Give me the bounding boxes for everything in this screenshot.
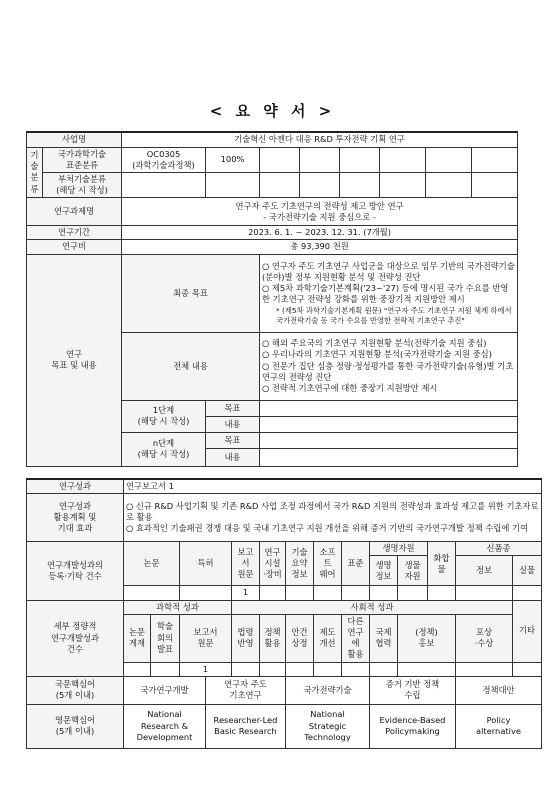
soc-header: 법령 반영 (232, 614, 260, 662)
soc-header: 안건 상정 (286, 614, 314, 662)
dev-value (456, 586, 513, 600)
new-variety-header: 정보 (456, 556, 513, 586)
new-variety-label: 신품종 (456, 542, 542, 556)
policy-value (260, 662, 286, 676)
soc-header: 제도 개선 (314, 614, 342, 662)
policy-value (456, 662, 513, 676)
policy-value (370, 662, 398, 676)
stagen-detail-label: 내용 (206, 448, 260, 466)
dev-header: 표준 (342, 542, 370, 586)
project-name-label: 사업명 (27, 132, 122, 147)
dev-value (260, 586, 286, 600)
task-name: 연구자 주도 기초연구의 전략성 제고 방안 연구 - 국가전략기술 지원 중심으로 - (122, 198, 518, 226)
chem-label: 화합물 (428, 542, 456, 586)
new-variety-header: 실물 (513, 556, 542, 586)
dev-value (398, 586, 428, 600)
dev-value (286, 586, 314, 600)
kw-en: Researcher-Led Basic Research (206, 704, 286, 748)
soc-header: 국제 협력 (370, 614, 398, 662)
use-plan: ○ 신규 R&D 사업기획 및 기존 R&D 사업 조정 과정에서 국가 R&D 지원의 전략성과 효과성 제고를 위한 기초자료로 활용 ○ 효과적인 기술패권 경쟁 대응 및 국내 기초연구 지원 개선을 위해 증거 기반의 국가연구개발 정책 수립에 기여 (124, 494, 542, 542)
kw-en: Evidence-Based Policymaking (370, 704, 456, 748)
use-plan-label: 연구성과 활용계획 및 기대 효과 (27, 494, 124, 542)
dev-value: 1 (232, 586, 260, 600)
dev-value (342, 586, 370, 600)
content: ○ 해외 주요국의 기초연구 지원현황 분석(전략기술 지원 중심) ○ 우리나라의 기초연구 지원현황 분석(국가전략기술 지원 중심) ○ 전문가 집단 심층 정량·정성평가를 통한 국가전략기술(유형)별 기초연구의 전략성 진단 ○ 전략적 기초연구에 대한 중장기 지원방안 제시 (260, 332, 518, 400)
final-goal-label: 최종 목표 (122, 254, 260, 332)
page-title: < 요 약 서 > (209, 102, 336, 120)
soc-header: 포상 ·수상 (456, 614, 513, 662)
bio-header: 생물 자원 (398, 556, 428, 586)
kw-kr: 연구자 주도 기초연구 (206, 676, 286, 704)
kw-en-label: 영문핵심어 (5개 이내) (27, 704, 124, 748)
stage1-label: 1단계 (해당 시 작성) (122, 400, 206, 432)
project-name: 기술혁신 아젠다 대응 R&D 투자전략 기획 연구 (122, 132, 518, 147)
ministry-class-label: 부처기술분류 (해당 시 작성) (43, 172, 122, 197)
soc-header: 다른 연구에 활용 (342, 614, 370, 662)
dev-header: 기술 요약 정보 (286, 542, 314, 586)
policy-value (513, 662, 542, 676)
kw-kr: 국가전략기술 (286, 676, 370, 704)
soc-outcome-label: 사회적 성과 (232, 600, 513, 614)
kw-kr: 국가연구개발 (124, 676, 206, 704)
dev-header: 특허 (180, 542, 232, 586)
dev-value (370, 586, 398, 600)
period: 2023. 6. 1. ~ 2023. 12. 31. (7개월) (122, 226, 518, 240)
results-table (26, 478, 542, 749)
stagen-goal-label: 목표 (206, 432, 260, 448)
dev-header: 소프트 웨어 (314, 542, 342, 586)
dev-value (314, 586, 342, 600)
kw-en: Policy alternative (456, 704, 542, 748)
policy-value (286, 662, 314, 676)
sci-header: 학술 회의 발표 (151, 614, 180, 662)
policy-value (314, 662, 342, 676)
bio-header: 생명 정보 (370, 556, 398, 586)
content-label: 전체 내용 (122, 332, 260, 400)
dev-value (428, 586, 456, 600)
budget: 총 93,390 천원 (122, 240, 518, 254)
policy-value (232, 662, 260, 676)
policy-value (342, 662, 370, 676)
other-label: 기타 (513, 600, 542, 662)
dev-header: 연구 시설 ·장비 (260, 542, 286, 586)
kw-en: National Strategic Technology (286, 704, 370, 748)
policy-value (124, 662, 151, 676)
policy-value (398, 662, 456, 676)
dev-value (513, 586, 542, 600)
dev-header: 보고서 원문 (232, 542, 260, 586)
stage1-detail-label: 내용 (206, 416, 260, 432)
policy-value (151, 662, 180, 676)
policy-value: 1 (180, 662, 232, 676)
bio-resource-label: 생명자원 (370, 542, 428, 556)
nst-code: OC0305 (과학기술과정책) (122, 147, 206, 172)
budget-label: 연구비 (27, 240, 122, 254)
sci-header: 논문 게재 (124, 614, 151, 662)
stagen-label: n단계 (해당 시 작성) (122, 432, 206, 466)
kw-kr: 증거 기반 정책 수립 (370, 676, 456, 704)
soc-header: (정책) 홍보 (398, 614, 456, 662)
dev-value (180, 586, 232, 600)
sci-outcome-label: 과학적 성과 (124, 600, 232, 614)
goal-section-label: 연구 목표 및 내용 (27, 254, 122, 466)
outcome: 연구보고서 1 (124, 479, 542, 494)
stage1-goal-label: 목표 (206, 400, 260, 416)
kw-en: National Research & Development (124, 704, 206, 748)
period-label: 연구기간 (27, 226, 122, 240)
dev-registration-label: 연구개발성과의 등록·기탁 건수 (27, 542, 124, 600)
nst-label: 국가과학기술 표준분류 (43, 147, 122, 172)
task-name-label: 연구과제명 (27, 198, 122, 226)
final-goal: ○ 연구자 주도 기초연구 사업군을 대상으로 임무 기반의 국가전략기술(분야)별 정부 지원현황 분석 및 전략성 진단 ○ 제5차 과학기술기본계획('23~'27) 등에 명시된 국가 수요를 반영한 기초연구 전략성 강화를 위한 중장기적 지원방안 제시 * (제5차 과학기술기본계획 원문) "연구자 주도 기초연구 지원 체계 하에서 국가전략기술 등 국가 수요를 반영한 전략적 기초연구 추진" (260, 254, 518, 332)
soc-header: 정책 활용 (260, 614, 286, 662)
nst-pct: 100% (206, 147, 260, 172)
kw-kr: 정책대안 (456, 676, 542, 704)
kw-kr-label: 국문핵심어 (5개 이내) (27, 676, 124, 704)
policy-outcome-label: 세부 정량적 연구개발성과 건수 (27, 600, 124, 676)
dev-header: 논문 (124, 542, 180, 586)
outcome-label: 연구성과 (27, 479, 124, 494)
dev-value (124, 586, 180, 600)
sci-header: 보고서 원문 (180, 614, 232, 662)
tech-class-label: 기 술 분 류 (27, 147, 43, 198)
summary-table (26, 131, 518, 467)
